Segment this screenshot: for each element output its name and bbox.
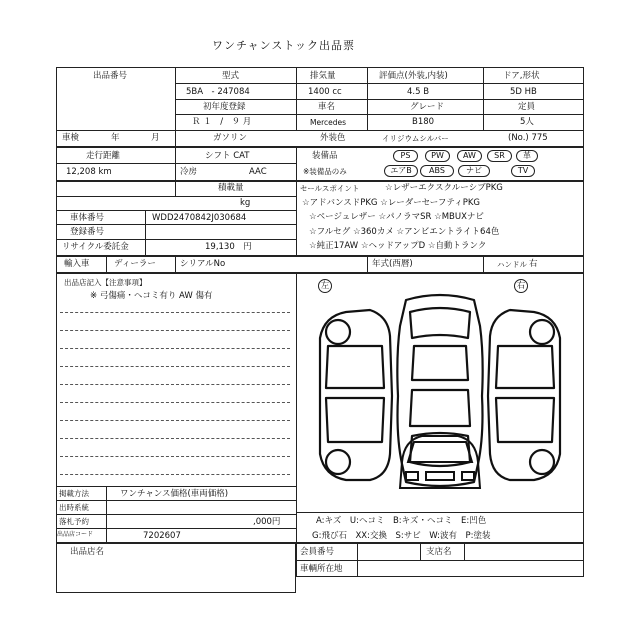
period-label: 出時系統 xyxy=(59,503,89,512)
color-value: イリジウムシルバー xyxy=(382,134,449,143)
serial-label: シリアルNo xyxy=(180,259,226,269)
equip-sr: SR xyxy=(487,150,512,162)
import-label: 輸入車 xyxy=(64,259,90,269)
aircon-label: 冷房 xyxy=(180,167,198,177)
grade-label: グレード xyxy=(410,102,445,112)
equip-airbag: エアB xyxy=(384,165,418,177)
sales-point-5: ☆純正17AW ☆ヘッドアップD ☆自動トランク xyxy=(309,241,487,251)
store-name-label: 出品店名 xyxy=(70,547,105,557)
displacement-value: 1400 cc xyxy=(308,87,342,97)
seller-id-value: 7202607 xyxy=(143,531,181,541)
model-value: 5BA - 247084 xyxy=(186,87,250,97)
score-value: 4.5 B xyxy=(407,87,430,97)
sales-point-label: セールスポイント xyxy=(300,184,360,193)
fuel-value: ガソリン xyxy=(213,133,248,143)
color-label: 外装色 xyxy=(320,133,346,143)
mileage-label: 走行距離 xyxy=(86,151,121,161)
inspection-label: 車検 xyxy=(62,133,80,143)
method-value: ワンチャンス価格(車両価格) xyxy=(120,489,229,499)
model-label: 型式 xyxy=(222,71,240,81)
legend-line-2: G:飛び石 XX:交換 S:サビ W:波有 P:塗装 xyxy=(312,531,491,541)
sales-point-1: ☆レザーエクスクルーシブPKG xyxy=(385,183,503,193)
aircon-value: AAC xyxy=(249,167,267,177)
sales-point-4: ☆フルセグ ☆360カメ ☆アンビエントライト64色 xyxy=(309,227,500,237)
diagram-right-label: 右 xyxy=(514,279,528,293)
door-value: 5D HB xyxy=(510,87,537,97)
model-year-label: 年式(西暦) xyxy=(372,259,413,269)
price-value: ,000円 xyxy=(253,517,281,527)
color-number: (No.) 775 xyxy=(508,133,548,143)
member-number-label: 会員番号 xyxy=(300,547,335,557)
equipment-note: ※装備品のみ xyxy=(303,167,347,176)
method-label: 掲載方法 xyxy=(59,489,89,498)
lot-label: 出品番号 xyxy=(93,71,128,81)
displacement-label: 排気量 xyxy=(310,71,336,81)
notes-line-1: ※ 弓傷痛・ヘコミ有り AW 傷有 xyxy=(90,291,213,301)
inspection-year-label: 年 xyxy=(111,133,120,143)
handle-value: 右 xyxy=(529,259,538,269)
seller-id-label: 出品店コード xyxy=(57,531,94,538)
maker-value: Mercedes xyxy=(310,118,347,127)
equip-ps: PS xyxy=(393,150,418,162)
vin-value: WDD2470842J030684 xyxy=(152,213,247,223)
score-label: 評価点(外装,内装) xyxy=(379,71,448,81)
shift-value: シフト CAT xyxy=(205,151,250,161)
recycle-label: リサイクル委託金 xyxy=(62,242,129,252)
grade-value: B180 xyxy=(412,117,435,127)
sales-point-3: ☆ベージュレザー ☆パノラマSR ☆MBUXナビ xyxy=(309,212,484,222)
recycle-value: 19,130 円 xyxy=(205,242,252,252)
load-label: 積載量 xyxy=(218,183,244,193)
vehicle-location-label: 車輌所在地 xyxy=(300,564,343,574)
first-reg-label: 初年度登録 xyxy=(203,102,246,112)
legend-line-1: A:キズ U:ヘコミ B:キズ・ヘコミ E:凹色 xyxy=(316,516,487,526)
registration-label: 登録番号 xyxy=(70,227,105,237)
equip-aw: AW xyxy=(457,150,482,162)
diagram-left-label: 左 xyxy=(318,279,332,293)
capacity-label: 定員 xyxy=(518,102,536,112)
car-damage-diagram xyxy=(298,286,582,506)
equip-pw: PW xyxy=(425,150,450,162)
vin-label: 車体番号 xyxy=(70,213,105,223)
sales-point-2: ☆アドバンスドPKG ☆レーダーセーフティPKG xyxy=(302,198,480,208)
load-unit: kg xyxy=(240,198,251,208)
equip-navi: ナビ xyxy=(458,165,490,177)
import-type: ディーラー xyxy=(114,259,156,269)
handle-label: ハンドル xyxy=(497,260,527,269)
equip-abs: ABS xyxy=(420,165,454,177)
sheet-title: ワンチャンストック出品票 xyxy=(212,39,356,52)
equip-tv: TV xyxy=(511,165,535,177)
capacity-value: 5人 xyxy=(520,117,534,127)
inspection-month-label: 月 xyxy=(151,133,160,143)
equipment-label: 装備品 xyxy=(312,151,338,161)
maker-label: 車名 xyxy=(318,102,336,112)
first-reg-value: Ｒ １ / ９ 月 xyxy=(192,117,252,127)
notes-label: 出品店記入【注意事項】 xyxy=(64,278,147,287)
price-label: 落札予約 xyxy=(59,517,89,526)
equip-leather: 革 xyxy=(516,150,538,162)
branch-label: 支店名 xyxy=(426,547,452,557)
mileage-value: 12,208 km xyxy=(66,167,112,177)
door-label: ドア,形状 xyxy=(503,71,540,81)
